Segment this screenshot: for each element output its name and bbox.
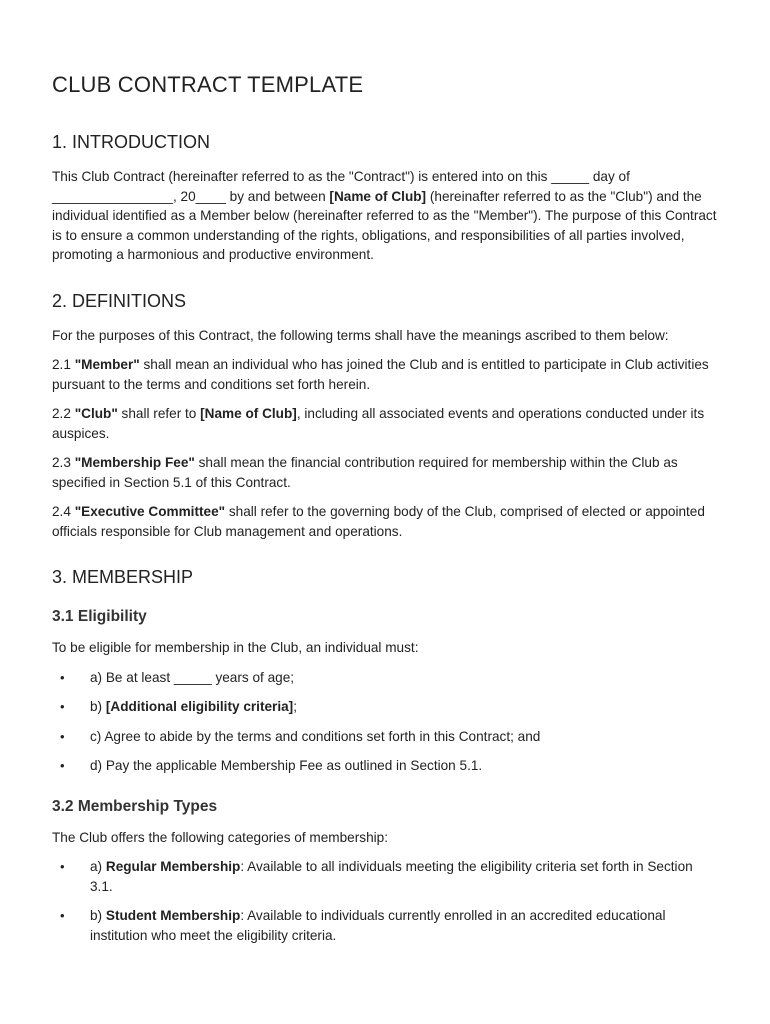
definition-number: 2.2 — [52, 406, 75, 421]
membership-types-lead: The Club offers the following categories of membership: — [52, 829, 388, 845]
introduction-paragraph — [52, 167, 718, 265]
list-item-text: b) — [90, 699, 106, 714]
definition-membership-fee — [52, 453, 718, 492]
list-item-text: c) Agree to abide by the terms and conditions set forth in this Contract; and — [90, 728, 541, 744]
membership-heading: 3. MEMBERSHIP — [52, 567, 194, 587]
membership-types-heading: 3.2 Membership Types — [52, 797, 218, 815]
definition-term: "Member" — [74, 357, 140, 372]
list-item — [52, 727, 718, 747]
definition-term: "Club" — [74, 406, 118, 421]
section-introduction — [52, 132, 718, 265]
list-item-text: a) — [90, 859, 106, 874]
bullet-icon: • — [60, 728, 65, 744]
list-item — [52, 857, 718, 896]
list-item-text: ; — [293, 699, 297, 714]
list-item-text: d) Pay the applicable Membership Fee as outlined in Section 5.1. — [90, 758, 483, 773]
definition-term: "Executive Committee" — [74, 504, 226, 519]
definition-number: 2.3 — [52, 455, 75, 470]
section-definitions — [52, 291, 718, 542]
intro-text-2: (hereinafter referred to as the "Club") and the individual identified as a Member below (hereinafter referred to as the "Member"). The purpose of this Contract is to ensure a common understanding of the rights, obligations, and responsibilities of all parties involved, promoting a harmonious and productive environment. — [52, 188, 717, 262]
list-item-text: : Available to individuals currently enrolled in an accredited educational institution who meet the eligibility criteria. — [90, 908, 666, 943]
eligibility-lead: To be eligible for membership in the Club, an individual must: — [52, 640, 419, 655]
intro-text-1: This Club Contract (hereinafter referred to as the "Contract") is entered into on this _____ day of ________________, 20____ by and between — [52, 169, 630, 204]
definition-member — [52, 355, 718, 394]
document-title: CLUB CONTRACT TEMPLATE — [52, 72, 364, 97]
list-item — [52, 668, 718, 688]
definitions-heading: 2. DEFINITIONS — [52, 290, 187, 311]
eligibility-list — [52, 668, 718, 776]
list-item — [52, 697, 718, 717]
definition-text: , including all associated events and operations conducted under its auspices. — [52, 406, 705, 441]
membership-type-name: Student Membership — [105, 908, 241, 923]
list-item-text: a) Be at least _____ years of age; — [90, 669, 295, 685]
bullet-icon: • — [60, 908, 65, 923]
definition-executive-committee — [52, 502, 718, 541]
membership-types-list — [52, 857, 718, 945]
list-item-placeholder: [Additional eligibility criteria] — [105, 699, 294, 714]
definition-club-name: [Name of Club] — [200, 406, 297, 421]
subsection-membership-types — [52, 798, 718, 946]
list-item-text: : Available to all individuals meeting the eligibility criteria set forth in Section 3.1. — [90, 859, 693, 894]
definition-text: shall mean an individual who has joined the Club and is entitled to participate in Club activities pursuant to the terms and conditions set forth herein. — [52, 357, 709, 392]
list-item-text: b) — [90, 908, 106, 923]
bullet-icon: • — [60, 699, 65, 714]
intro-club-name: [Name of Club] — [329, 188, 427, 204]
definition-text: shall refer to the governing body of the Club, comprised of elected or appointed officials responsible for Club management and operations. — [52, 504, 705, 539]
introduction-heading: 1. INTRODUCTION — [52, 132, 211, 152]
definition-number: 2.4 — [52, 504, 75, 519]
bullet-icon: • — [60, 758, 65, 773]
definition-term: "Membership Fee" — [74, 455, 195, 470]
bullet-icon: • — [60, 669, 65, 685]
definition-text: shall mean the financial contribution required for membership within the Club as specified in Section 5.1 of this Contract. — [52, 455, 678, 490]
bullet-icon: • — [60, 859, 65, 874]
definitions-lead: For the purposes of this Contract, the following terms shall have the meanings ascribed to them below: — [52, 327, 669, 343]
membership-type-name: Regular Membership — [105, 859, 241, 874]
eligibility-heading: 3.1 Eligibility — [52, 608, 147, 625]
list-item — [52, 756, 718, 776]
definition-number: 2.1 — [52, 357, 75, 372]
list-item — [52, 906, 718, 945]
definition-text: shall refer to — [117, 406, 201, 421]
section-membership — [52, 567, 718, 945]
definition-club — [52, 404, 718, 443]
